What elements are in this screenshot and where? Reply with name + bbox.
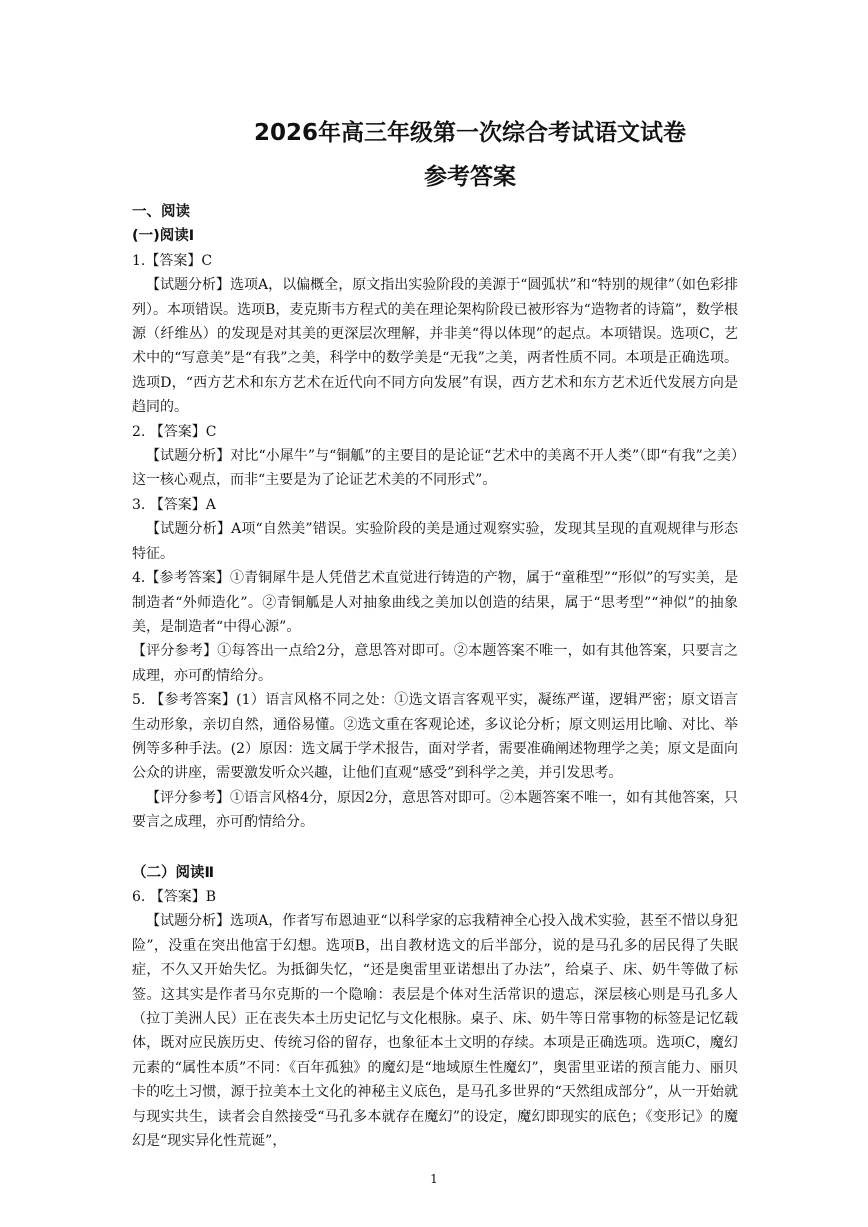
answer-line-q3: 3. 【答案】A	[132, 496, 216, 513]
subsection-heading-2: （二）阅读Ⅱ	[132, 864, 215, 881]
answer-line-q4: 4.【参考答案】①青铜犀牛是人凭借艺术直觉进行铸造的产物，属于“童稚型”“形似”的写实美，是制造者“外师造化”。②青铜觚是人对抽象曲线之美加以创造的结果，属于“思考型”“神似”的抽象美，是制造者“中得心源”。	[132, 570, 738, 635]
answer-content	[132, 200, 738, 1153]
score-q5: 【评分参考】①语言风格4分，原因2分，意思答对即可。②本题答案不唯一，如有其他答案，只要言之成理，亦可酌情给分。	[132, 789, 738, 831]
analysis-q2: 【试题分析】对比“小犀牛”与“铜觚”的主要目的是论证“艺术中的美离不开人类”（即“有我”之美）这一核心观点，而非“主要是为了论证艺术美的不同形式”。	[132, 448, 738, 489]
answer-line-q2: 2. 【答案】C	[132, 423, 217, 440]
section-spacer	[132, 835, 738, 861]
analysis-q1: 【试题分析】选项A，以偏概全，原文指出实验阶段的美源于“圆弧状”和“特别的规律”（如色彩排列）。本项错误。选项B，麦克斯韦方程式的美在理论架构阶段已被形容为“造物者的诗篇”，数学根源（纤维丛）的发现是对其美的更深层次理解，并非美“得以体现”的起点。本项错误。选项C，艺术中的“写意美”是“有我”之美，科学中的数学美是“无我”之美，两者性质不同。本项是正确选项。选项D，“西方艺术和东方艺术在近代向不同方向发展”有误，西方艺术和东方艺术近代发展方向是趋同的。	[132, 277, 738, 416]
answer-line-q1: 1.【答案】C	[132, 252, 213, 269]
document-subtitle: 参考答案	[424, 164, 516, 190]
document-title: 2026年高三年级第一次综合考试语文试卷	[253, 120, 686, 146]
analysis-q6: 【试题分析】选项A，作者写布恩迪亚“以科学家的忘我精神全心投入战术实验，甚至不惜以身犯险”，没重在突出他富于幻想。选项B，出自教材选文的后半部分，说的是马孔多的居民得了失眠症，不久又开始失忆。为抵御失忆，“还是奥雷里亚诺想出了办法”，给桌子、床、奶牛等做了标签。这其实是作者马尔克斯的一个隐喻：表层是个体对生活常识的遗忘，深层核心则是马孔多人（拉丁美洲人民）正在丧失本土历史记忆与文化根脉。桌子、床、奶牛等日常事物的标签是记忆载体，既对应民族历史、传统习俗的留存，也象征本土文明的存续。本项是正确选项。选项C，魔幻元素的“属性本质”不同：《百年孤独》的魔幻是“地域原生性魔幻”，奥雷里亚诺的预言能力、丽贝卡的吃土习惯，源于拉美本土文化的神秘主义底色，是马孔多世界的“天然组成部分”，从一开始就与现实共生，读者会自然接受“马孔多本就存在魔幻”的设定，魔幻即现实的底色；《变形记》的魔幻是“现实异化性荒诞”，	[132, 913, 738, 1150]
answer-line-q5: 5. 【参考答案】(1）语言风格不同之处：①选文语言客观平实，凝练严谨，逻辑严密；原文语言生动形象，亲切自然，通俗易懂。②选文重在客观论述，多议论分析；原文则运用比喻、对比、举例等多种手法。(2）原因：选文属于学术报告，面对学者，需要准确阐述物理学之美；原文是面向公众的讲座，需要激发听众兴趣，让他们直观“感受”到科学之美，并引发思考。	[132, 692, 738, 782]
analysis-q3: 【试题分析】A项“自然美”错误。实验阶段的美是通过观察实验，发现其呈现的直观规律与形态特征。	[132, 521, 738, 562]
score-q4: 【评分参考】①每答出一点给2分，意思答对即可。②本题答案不唯一，如有其他答案，只要言之成理，亦可酌情给分。	[132, 643, 738, 684]
subsection-heading: (一)阅读Ⅰ	[132, 228, 195, 245]
answer-line-q6: 6. 【答案】B	[132, 888, 217, 905]
section-heading: 一、阅读	[132, 204, 190, 220]
page-number: 1	[430, 1172, 438, 1186]
